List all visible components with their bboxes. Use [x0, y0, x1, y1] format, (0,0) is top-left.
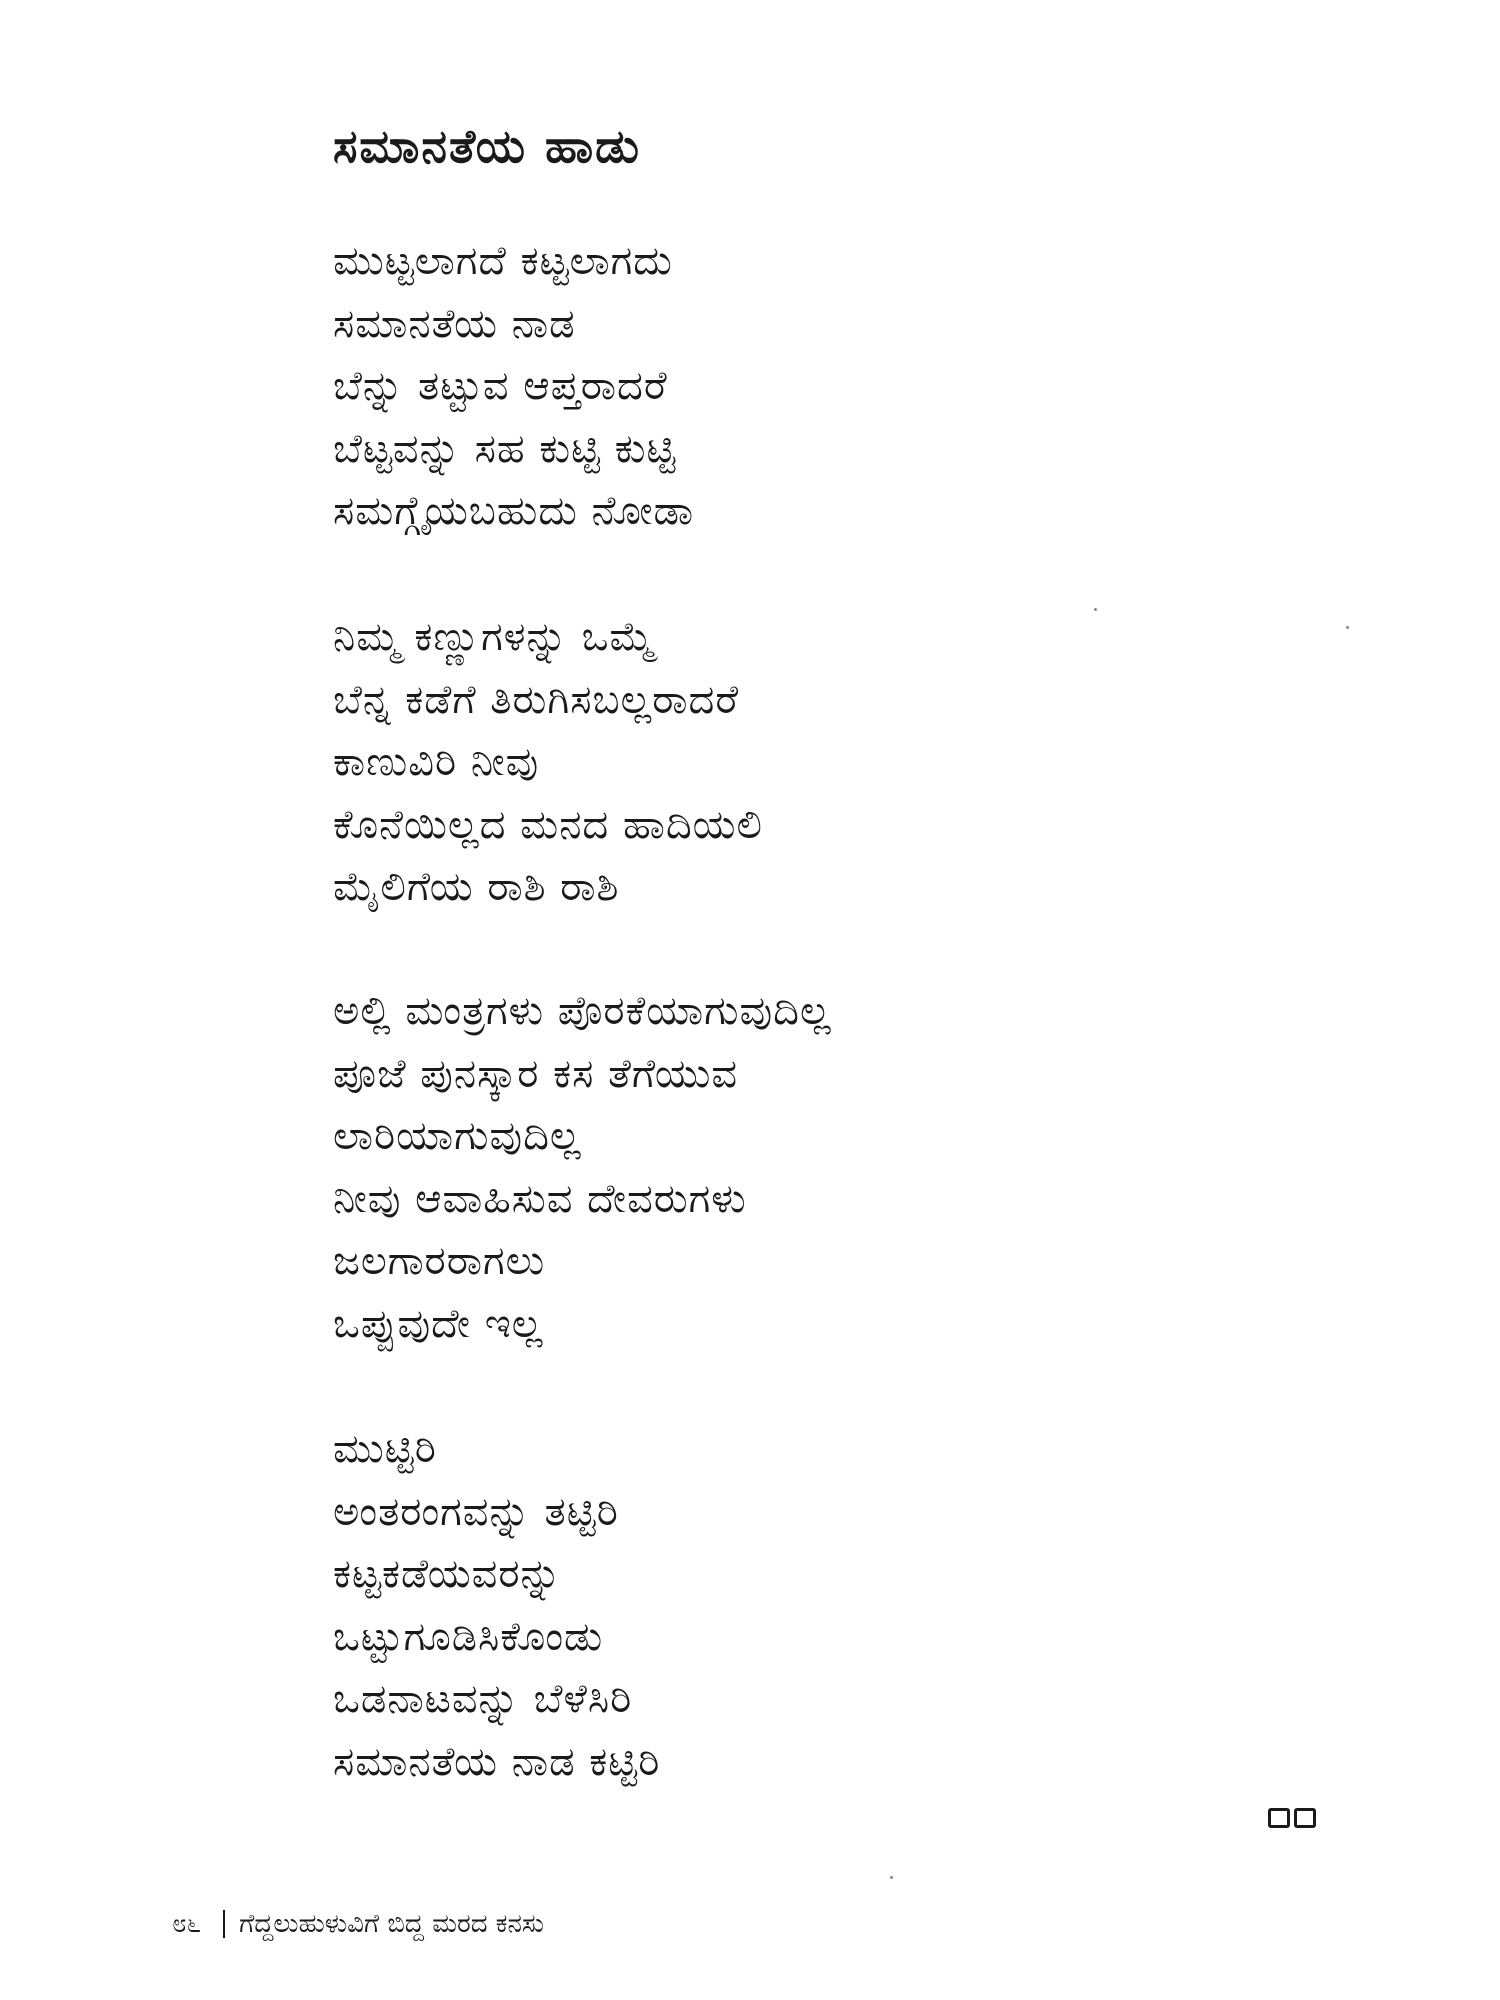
page-number: ೮೬: [172, 1909, 202, 1939]
poem-line: ಸಮಾನತೆಯ ನಾಡ ಕಟ್ಟಿರಿ: [333, 1738, 661, 1785]
stanza-1: [333, 230, 694, 543]
poem-line: ಜಲಗಾರರಾಗಲು: [333, 1238, 546, 1284]
poem-line: ಬೆನ್ನು ತಟ್ಟುವ ಆಪ್ತರಾದರೆ: [333, 363, 668, 409]
poem-title: ಸಮಾನತೆಯ ಹಾಡು: [333, 118, 642, 173]
poem-line: ಒಡನಾಟವನ್ನು ಬೆಳೆಸಿರಿ: [333, 1676, 633, 1722]
poem-line: ಕಾಣುವಿರಿ ನೀವು: [333, 739, 540, 785]
poem-line: ಅಂತರಂಗವನ್ನು ತಟ್ಟಿರಿ: [333, 1488, 619, 1535]
poem-line: ಮುಟ್ಟಲಾಗದೆ ಕಟ್ಟಲಾಗದು: [333, 238, 673, 284]
running-book-title: ಗೆದ್ದಲುಹುಳುವಿಗೆ ಬಿದ್ದ ಮರದ ಕನಸು: [239, 1909, 544, 1939]
poem-line: ಕೊನೆಯಿಲ್ಲದ ಮನದ ಹಾದಿಯಲಿ: [333, 801, 763, 848]
square-ornament-icon: [1294, 1808, 1316, 1828]
poem-line: ಒಟ್ಟುಗೂಡಿಸಿಕೊಂಡು: [333, 1613, 604, 1660]
poem-line: ಪೂಜೆ ಪುನಸ್ಕಾರ ಕಸ ತೆಗೆಯುವ: [333, 1050, 739, 1097]
stanza-2: [333, 606, 763, 919]
poem-line: ಸಮಗ್ಗೈಯಬಹುದು ನೋಡಾ: [333, 488, 695, 534]
poem-line: ಒಪ್ಪುವುದೇ ಇಲ್ಲ: [333, 1300, 544, 1347]
poem-line: ಲಾರಿಯಾಗುವುದಿಲ್ಲ: [333, 1113, 582, 1159]
poem-line: ಮುಟ್ಟಿರಿ: [333, 1426, 437, 1472]
end-of-poem-mark: [1268, 1808, 1316, 1828]
footer-divider: [223, 1910, 225, 1938]
scan-speck: [890, 1876, 893, 1879]
poem-line: ನೀವು ಆವಾಹಿಸುವ ದೇವರುಗಳು: [333, 1175, 747, 1222]
scan-speck: [1094, 608, 1097, 611]
stanza-3: [333, 980, 832, 1355]
poem-line: ಮೈಲಿಗೆಯ ರಾಶಿ ರಾಶಿ: [333, 864, 620, 910]
poem-line: ಅಲ್ಲಿ ಮಂತ್ರಗಳು ಪೊರಕೆಯಾಗುವುದಿಲ್ಲ: [333, 988, 832, 1034]
square-ornament-icon: [1268, 1808, 1290, 1828]
poem-line: ಸಮಾನತೆಯ ನಾಡ: [333, 300, 576, 347]
poem-line: ಕಟ್ಟಕಡೆಯವರನ್ನು: [333, 1551, 562, 1597]
poem-line: ಬೆನ್ನ ಕಡೆಗೆ ತಿರುಗಿಸಬಲ್ಲರಾದರೆ: [333, 676, 740, 723]
poem-line: ನಿಮ್ಮ ಕಣ್ಣುಗಳನ್ನು ಒಮ್ಮೆ: [333, 614, 656, 660]
poem-line: ಬೆಟ್ಟವನ್ನು ಸಹ ಕುಟ್ಟಿ ಕುಟ್ಟಿ: [333, 425, 677, 472]
scan-speck: [1346, 626, 1349, 629]
stanza-4: [333, 1418, 660, 1793]
page-footer: [172, 1910, 544, 1938]
